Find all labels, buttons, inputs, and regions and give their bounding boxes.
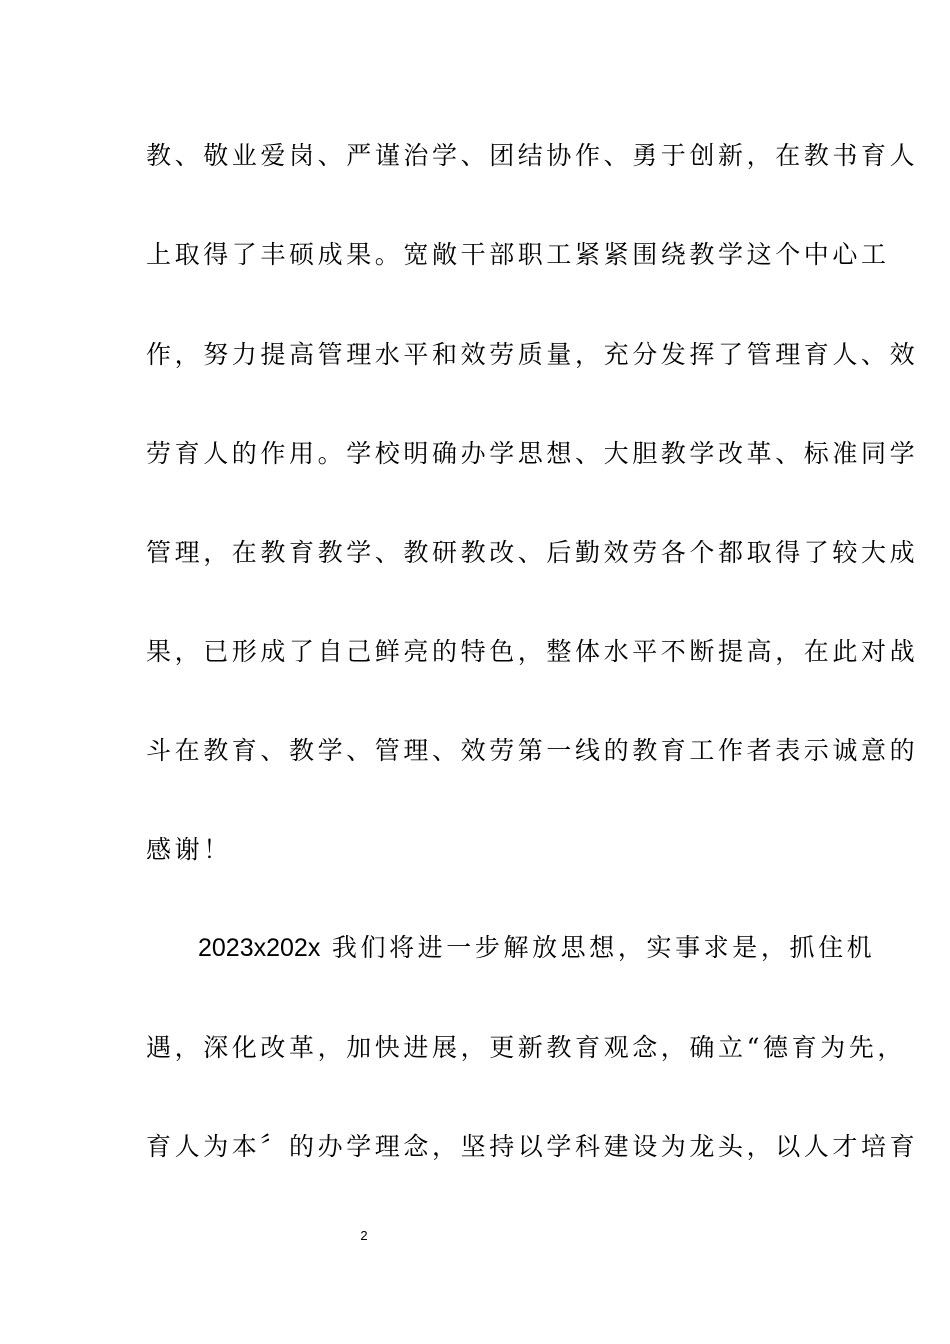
paragraph-1-line-8: 感谢！ [146,835,232,864]
page-number: 2 [360,1228,368,1243]
paragraph-1-line-5: 管理，在教育教学、教研教改、后勤效劳各个都取得了较大成 [146,538,919,567]
paragraph-1-line-7: 斗在教育、教学、管理、效劳第一线的教育工作者表示诚意的 [146,736,919,765]
paragraph-2-line-3: 育人为本〞的办学理念，坚持以学科建设为龙头，以人才培育 [146,1132,919,1161]
paragraph-1-line-1: 教、敬业爱岗、严谨治学、团结协作、勇于创新，在教书育人 [146,141,919,170]
paragraph-1-line-3: 作，努力提高管理水平和效劳质量，充分发挥了管理育人、效 [146,340,919,369]
year-prefix: 2023x202x [198,934,321,962]
paragraph-2-line-2: 遇，深化改革，加快进展，更新教育观念，确立“德育为先， [146,1033,906,1062]
paragraph-1-line-2: 上取得了丰硕成果。宽敞干部职工紧紧围绕教学这个中心工 [146,240,890,269]
paragraph-2-line-1-text: 我们将进一步解放思想，实事求是，抓住机 [320,933,876,962]
paragraph-1-line-4: 劳育人的作用。学校明确办学思想、大胆教学改革、标准同学 [146,439,919,468]
paragraph-2-line-1 [198,932,876,964]
paragraph-1-line-6: 果，已形成了自己鲜亮的特色，整体水平不断提高，在此对战 [146,637,919,666]
